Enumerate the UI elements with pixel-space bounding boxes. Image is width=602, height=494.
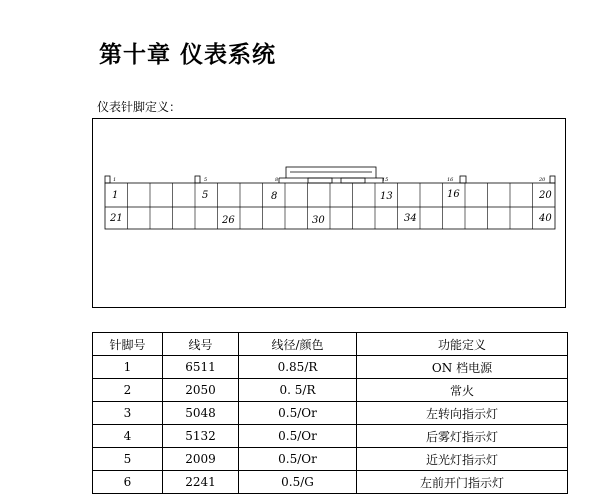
cell-wire: 2009 xyxy=(163,448,239,471)
cell-function: 后雾灯指示灯 xyxy=(357,425,568,448)
cell-wire: 2241 xyxy=(163,471,239,494)
small-label: 1 xyxy=(113,177,117,183)
header-function: 功能定义 xyxy=(357,333,568,356)
connector-svg xyxy=(93,119,567,309)
connector-diagram xyxy=(92,118,566,308)
table-row xyxy=(93,471,568,494)
table-row xyxy=(93,379,568,402)
connector-latch xyxy=(279,167,383,183)
pin-label: 40 xyxy=(539,213,552,224)
cell-gauge: 0. 5/R xyxy=(239,379,357,402)
pin-label: 13 xyxy=(380,191,393,202)
cell-function: 左转向指示灯 xyxy=(357,402,568,425)
table-row xyxy=(93,402,568,425)
table-row xyxy=(93,425,568,448)
header-wire-number: 线号 xyxy=(163,333,239,356)
cell-wire: 6511 xyxy=(163,356,239,379)
small-label: 20 xyxy=(539,177,546,183)
cell-function: ON 档电源 xyxy=(357,356,568,379)
cell-pin: 5 xyxy=(93,448,163,471)
cell-function: 常火 xyxy=(357,379,568,402)
table-row xyxy=(93,448,568,471)
cell-gauge: 0.5/G xyxy=(239,471,357,494)
cell-pin: 4 xyxy=(93,425,163,448)
cell-pin: 6 xyxy=(93,471,163,494)
cell-pin: 3 xyxy=(93,402,163,425)
cell-pin: 2 xyxy=(93,379,163,402)
small-label: 16 xyxy=(447,177,454,183)
cell-function: 近光灯指示灯 xyxy=(357,448,568,471)
small-label: 15 xyxy=(382,177,389,183)
small-label: 5 xyxy=(204,177,208,183)
small-label: 8 xyxy=(275,177,279,183)
cell-wire: 5132 xyxy=(163,425,239,448)
cell-gauge: 0.85/R xyxy=(239,356,357,379)
pin-label: 21 xyxy=(110,213,123,224)
cell-gauge: 0.5/Or xyxy=(239,425,357,448)
pin-label: 8 xyxy=(271,191,278,202)
table-row xyxy=(93,356,568,379)
pin-definition-table xyxy=(92,332,568,494)
cell-pin: 1 xyxy=(93,356,163,379)
connector-tabs xyxy=(105,176,555,183)
header-wire-gauge-color: 线径/颜色 xyxy=(239,333,357,356)
cell-wire: 5048 xyxy=(163,402,239,425)
pin-label: 20 xyxy=(539,190,552,201)
pin-label: 1 xyxy=(112,190,119,201)
page-title: 第十章 仪表系统 xyxy=(99,42,277,68)
cell-wire: 2050 xyxy=(163,379,239,402)
pin-label: 16 xyxy=(447,189,460,200)
pin-label: 5 xyxy=(202,190,209,201)
section-caption: 仪表针脚定义： xyxy=(97,100,182,114)
table-header-row xyxy=(93,333,568,356)
cell-function: 左前开门指示灯 xyxy=(357,471,568,494)
pin-label: 26 xyxy=(222,215,235,226)
cell-gauge: 0.5/Or xyxy=(239,402,357,425)
pin-label: 34 xyxy=(404,213,417,224)
cell-gauge: 0.5/Or xyxy=(239,448,357,471)
connector-cell-dividers xyxy=(128,183,533,229)
header-pin-number: 针脚号 xyxy=(93,333,163,356)
pin-label: 30 xyxy=(312,215,325,226)
